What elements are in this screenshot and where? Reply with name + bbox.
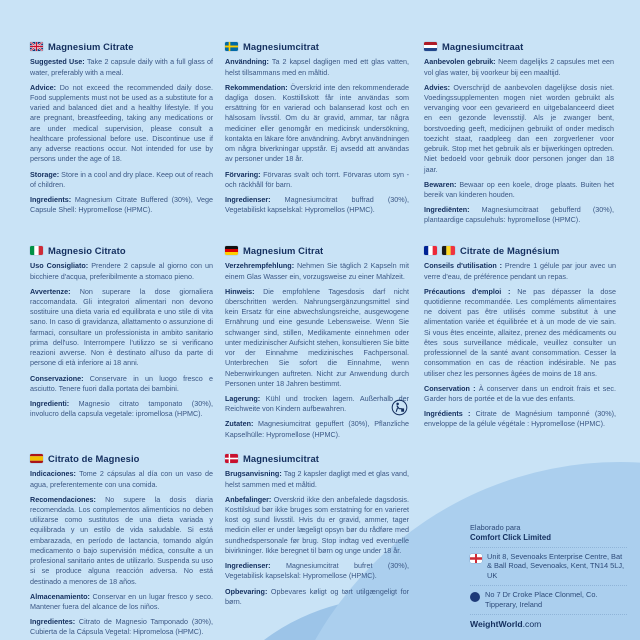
flag-de-icon	[225, 246, 238, 255]
paragraph: Bewaren: Bewaar op een koele, droge plaats. Buiten het bereik van kinderen houden.	[424, 179, 614, 199]
address-ireland: No 7 Dr Croke Place Clonmel, Co. Tipperary, Ireland	[485, 590, 598, 610]
paragraph: Opbevaring: Opbevares køligt og tørt utilgængeligt for børn.	[225, 586, 409, 606]
paragraph-label: Opbevaring:	[225, 586, 271, 596]
paragraph-label: Rekommendation:	[225, 82, 291, 92]
section-nl	[424, 40, 614, 231]
section-title: Magnesium Citrate	[48, 41, 134, 52]
paragraph: Précautions d'emploi : Ne pas dépasser la dose quotidienne recommandée. Les compléments alimentaires ne doivent pas être utilisés comme substitut à une alimentation variée et équilibrée et à un mode de vie sain. Si vous êtes enceinte, allaitez, prenez des médicaments ou êtes sous surveillance médicale, veuillez consulter un professionnel de la santé avant consommation. Cesser la consommation en cas de réaction indésirable. Ne pas utiliser chez les personnes âgées de moins de 18 ans.	[424, 286, 616, 378]
section-title: Magnesium Citrat	[243, 245, 324, 256]
paragraph-label: Hinweis:	[225, 286, 264, 296]
paragraph-label: Suggested Use:	[30, 57, 87, 67]
paragraph-label: Précautions d'emploi :	[424, 286, 518, 296]
manufacturer-block	[470, 523, 627, 631]
section-header	[424, 40, 614, 53]
section-da	[225, 452, 409, 612]
paragraph: Indicaciones: Tome 2 cápsulas al día con un vaso de agua, preferentemente con una comida.	[30, 469, 213, 489]
paragraph: Lagerung: Kühl und trocken lagern. Außerhalb der Reichweite von Kindern aufbewahren.	[225, 393, 410, 414]
paragraph: Ingrediënten: Magnesiumcitraat gebufferd (30%), plantaardige capsulehuls: hypromellose (HPMC).	[424, 205, 614, 225]
paragraph-label: Ingrédients :	[424, 409, 476, 419]
paragraph: Förvaring: Förvaras svalt och torrt. Förvaras utom syn - och räckhåll för barn.	[225, 169, 409, 189]
paragraph-label: Brugsanvisning:	[225, 469, 284, 479]
address-row-uk	[470, 547, 627, 586]
section-title: Citrate de Magnésium	[460, 245, 560, 256]
paragraph: Avvertenze: Non superare la dose giornaliera raccomandata. Gli integratori alimentari non devono sostituire una dieta varia ed equilibrata e uno stile di vita sano. In caso di gravidanza, allattamento o assunzione di farmaci, consultare un professionista in ambito sanitario prima dell'uso. Interrompere l'utilizzo se si verificano reazioni avverse. Non è destinato all'uso da parte di persone di età inferiore ai 18 anni.	[30, 286, 213, 368]
flag-es-icon	[30, 454, 43, 463]
section-title: Magnesiumcitrat	[243, 453, 319, 464]
paragraph-label: Conservazione:	[30, 373, 90, 383]
paragraph-label: Verzehrempfehlung:	[225, 261, 297, 271]
paragraph-label: Almacenamiento:	[30, 591, 93, 601]
paragraph-label: Uso Consigliato:	[30, 261, 92, 271]
section-header	[30, 40, 213, 53]
section-fr	[424, 244, 616, 435]
paragraph-label: Advice:	[30, 82, 60, 92]
paragraph: Suggested Use: Take 2 capsule daily with a full glass of water, preferably with a meal.	[30, 57, 213, 77]
paragraph-label: Advies:	[424, 82, 454, 92]
website-tld: .com	[522, 619, 542, 630]
paragraph: Brugsanvisning: Tag 2 kapsler dagligt med et glas vand, helst sammen med et måltid.	[225, 469, 409, 489]
paragraph-label: Conservation :	[424, 383, 479, 393]
paragraph-label: Ingredienser:	[225, 194, 285, 204]
paragraph-label: Lagerung:	[225, 393, 266, 403]
paragraph: Conservation : À conserver dans un endroit frais et sec. Garder hors de portée et de la vue des enfants.	[424, 383, 616, 403]
paragraph-label: Användning:	[225, 57, 272, 67]
flag-nl-icon	[424, 42, 437, 51]
flag-dk-icon	[225, 454, 238, 463]
paragraph: Almacenamiento: Conservar en un lugar fresco y seco. Mantener fuera del alcance de los niños.	[30, 591, 213, 611]
section-es	[30, 452, 213, 640]
paragraph-label: Förvaring:	[225, 169, 264, 179]
prepared-for-label: Elaborado para	[470, 523, 521, 532]
paragraph: Ingredienser: Magnesiumcitrat buffrad (30%), Vegetabiliskt kapselskal: Hypromellos (HPMC).	[225, 194, 409, 215]
paragraph: Aanbevolen gebruik: Neem dagelijks 2 capsules met een vol glas water, bij voorkeur bij een maaltijd.	[424, 57, 614, 77]
paragraph-label: Avvertenze:	[30, 286, 80, 296]
paragraph: Ingrédients : Citrate de Magnésium tamponné (30%), enveloppe de la gélule végétale : Hypromellose (HPMC).	[424, 409, 616, 429]
address-row-ireland	[470, 585, 627, 614]
paragraph-label: Recomendaciones:	[30, 494, 106, 504]
paragraph: Uso Consigliato: Prendere 2 capsule al giorno con un bicchiere d'acqua, preferibilmente a stomaco pieno.	[30, 261, 213, 281]
paragraph-label: Anbefalinger:	[225, 494, 274, 504]
section-sv	[225, 40, 409, 220]
paragraph-label: Ingredienser:	[225, 561, 286, 571]
paragraph-label: Storage:	[30, 169, 62, 179]
flag-it-icon	[30, 246, 43, 255]
paragraph: Verzehrempfehlung: Nehmen Sie täglich 2 Kapseln mit einem Glas Wasser ein, vorzugsweise zu einer Mahlzeit.	[225, 261, 409, 281]
section-header	[30, 452, 213, 465]
flag-uk-icon	[30, 42, 43, 51]
website-url	[470, 614, 627, 631]
paragraph: Användning: Ta 2 kapsel dagligen med ett glas vatten, helst tillsammans med en måltid.	[225, 57, 409, 77]
england-flag-icon	[470, 554, 482, 563]
paragraph: Advies: Overschrijd de aanbevolen dagelijkse dosis niet. Voedingssupplementen mogen niet worden gebruikt als vervanging voor een gevarieerd en uitgebalanceerd dieet en een gezonde levensstijl. Als je zwanger bent, borstvoeding geeft, medicijnen gebruikt of onder medisch toezicht staat, raadpleeg dan een zorgverlener voor gebruik. Stop met het gebruik als er bijwerkingen optreden. Niet bedoeld voor gebruik door personen jonger dan 18 jaar.	[424, 82, 614, 174]
paragraph: Hinweis: Die empfohlene Tagesdosis darf nicht überschritten werden. Nahrungsergänzungsmittel sind kein Ersatz für eine abwechslungsreiche, ausgewogene Ernährung und eine gesunde Lebensweise. Wenn Sie schwanger sind, stillen, Medikamente einnehmen oder unter medizinischer Aufsicht stehen, konsultieren Sie bitte vor der Einnahme medizinisches Fachpersonal. Unterbrechen Sie sofort die Einnahme, wenn Nebenwirkungen auftreten. Nicht zur Anwendung durch Personen unter 18 Jahren bestimmt.	[225, 286, 409, 388]
paragraph-label: Ingrediënten:	[424, 205, 482, 215]
paragraph-label: Ingredients:	[30, 194, 75, 204]
paragraph: Ingredienti: Magnesio citrato tamponato (30%), involucro della capsula vegetale: ipromellosa (HPMC).	[30, 398, 213, 419]
address-uk: Unit 8, Sevenoaks Enterprise Centre, Bat & Ball Road, Sevenoaks, Kent, TN14 5LJ, UK	[487, 551, 625, 581]
paragraph: Ingredienser: Magnesiumcitrat bufret (30%), Vegetabilisk kapselskal: Hypromellose (HPMC).	[225, 561, 409, 581]
tidyman-dispose-icon	[391, 399, 408, 416]
eu-roundel-icon	[470, 592, 480, 602]
section-it	[30, 244, 213, 424]
paragraph-label: Aanbevolen gebruik:	[424, 57, 499, 67]
paragraph-label: Indicaciones:	[30, 469, 80, 479]
paragraph: Advice: Do not exceed the recommended daily dose. Food supplements must not be used as a substitute for a varied and balanced diet and a healthy lifestyle. If you are pregnant, breastfeeding, taking any medications or are under medical supervision, please consult a healthcare professional before use. Discontinue use if any adverse reactions occur. Not intended for use by persons under the age of 18.	[30, 82, 213, 164]
paragraph-label: Conseils d'utilisation :	[424, 261, 505, 271]
section-header	[424, 244, 616, 257]
paragraph: Anbefalinger: Overskrid ikke den anbefalede dagsdosis. Kosttilskud bør ikke bruges som erstatning for en varieret kost og sund livsstil. Hvis du er gravid, ammer, tager medicin eller er under lægeligt opsyn bør du rådføre med sundhedspersonale før brug. Stop indtag ved eventuelle bivirkninger. Ikke beregnet til børn og unge under 18 år.	[225, 494, 409, 555]
flag-se-icon	[225, 42, 238, 51]
section-title: Magnesiumcitrat	[243, 41, 319, 52]
company-name: Comfort Click Limited	[470, 532, 552, 542]
flag-fr-icon	[424, 246, 437, 255]
section-title: Magnesiumcitraat	[442, 41, 524, 52]
paragraph: Storage: Store in a cool and dry place. Keep out of reach of children.	[30, 169, 213, 189]
section-header	[225, 244, 409, 257]
paragraph-label: Bewaren:	[424, 179, 460, 189]
section-title: Magnesio Citrato	[48, 245, 126, 256]
flag-be-icon	[442, 246, 455, 255]
section-header	[30, 244, 213, 257]
section-title: Citrato de Magnesio	[48, 453, 140, 464]
paragraph: Ingredientes: Citrato de Magnesio Tamponado (30%), Cubierta de la Cápsula Vegetal: Hipromelosa (HPMC).	[30, 617, 213, 637]
paragraph-label: Ingredienti:	[30, 398, 79, 408]
paragraph: Rekommendation: Överskrid inte den rekommenderade dagliga dosen. Kosttillskott får inte användas som ersättning för en varierad och balanserad kost och en hälsosam livsstil. Om du är gravid, ammar, tar några mediciner eller genomgår en medicinsk undersökning, kontakta en läkare före användning. Avbryt användningen om några biverkningar uppstår. Ej avsedd att användas av personer under 18 år.	[225, 82, 409, 164]
section-header	[225, 40, 409, 53]
paragraph: Zutaten: Magnesiumcitrat gepuffert (30%), Pflanzliche Kapselhülle: Hypromellose (HPMC).	[225, 419, 410, 439]
paragraph: Conservazione: Conservare in un luogo fresco e asciutto. Tenere fuori dalla portata dei bambini.	[30, 373, 213, 393]
section-en	[30, 40, 213, 220]
website-brand: WeightWorld	[470, 619, 523, 630]
paragraph-label: Ingredientes:	[30, 617, 79, 627]
paragraph-label: Zutaten:	[225, 419, 259, 429]
paragraph: Ingredients: Magnesium Citrate Buffered (30%), Vege Capsule Shell: Hypromellose (HPMC).	[30, 194, 213, 215]
paragraph: Conseils d'utilisation : Prendre 1 gélule par jour avec un verre d'eau, de préférence pendant un repas.	[424, 261, 616, 281]
paragraph: Recomendaciones: No supere la dosis diaria recomendada. Los complementos alimenticios no deben utilizarse como sustitutos de una dieta variada y equilibrada y un estilo de vida saludable. Si está embarazada, en período de lactancia, tomando algún medicamento o bajo supervisión médica, consulte a un profesional sanitario antes de utilizarlo. Suspenda su uso si se produce alguna reacción adversa. No está destinado a menores de 18 años.	[30, 494, 214, 586]
section-de	[225, 244, 409, 445]
section-header	[225, 452, 409, 465]
